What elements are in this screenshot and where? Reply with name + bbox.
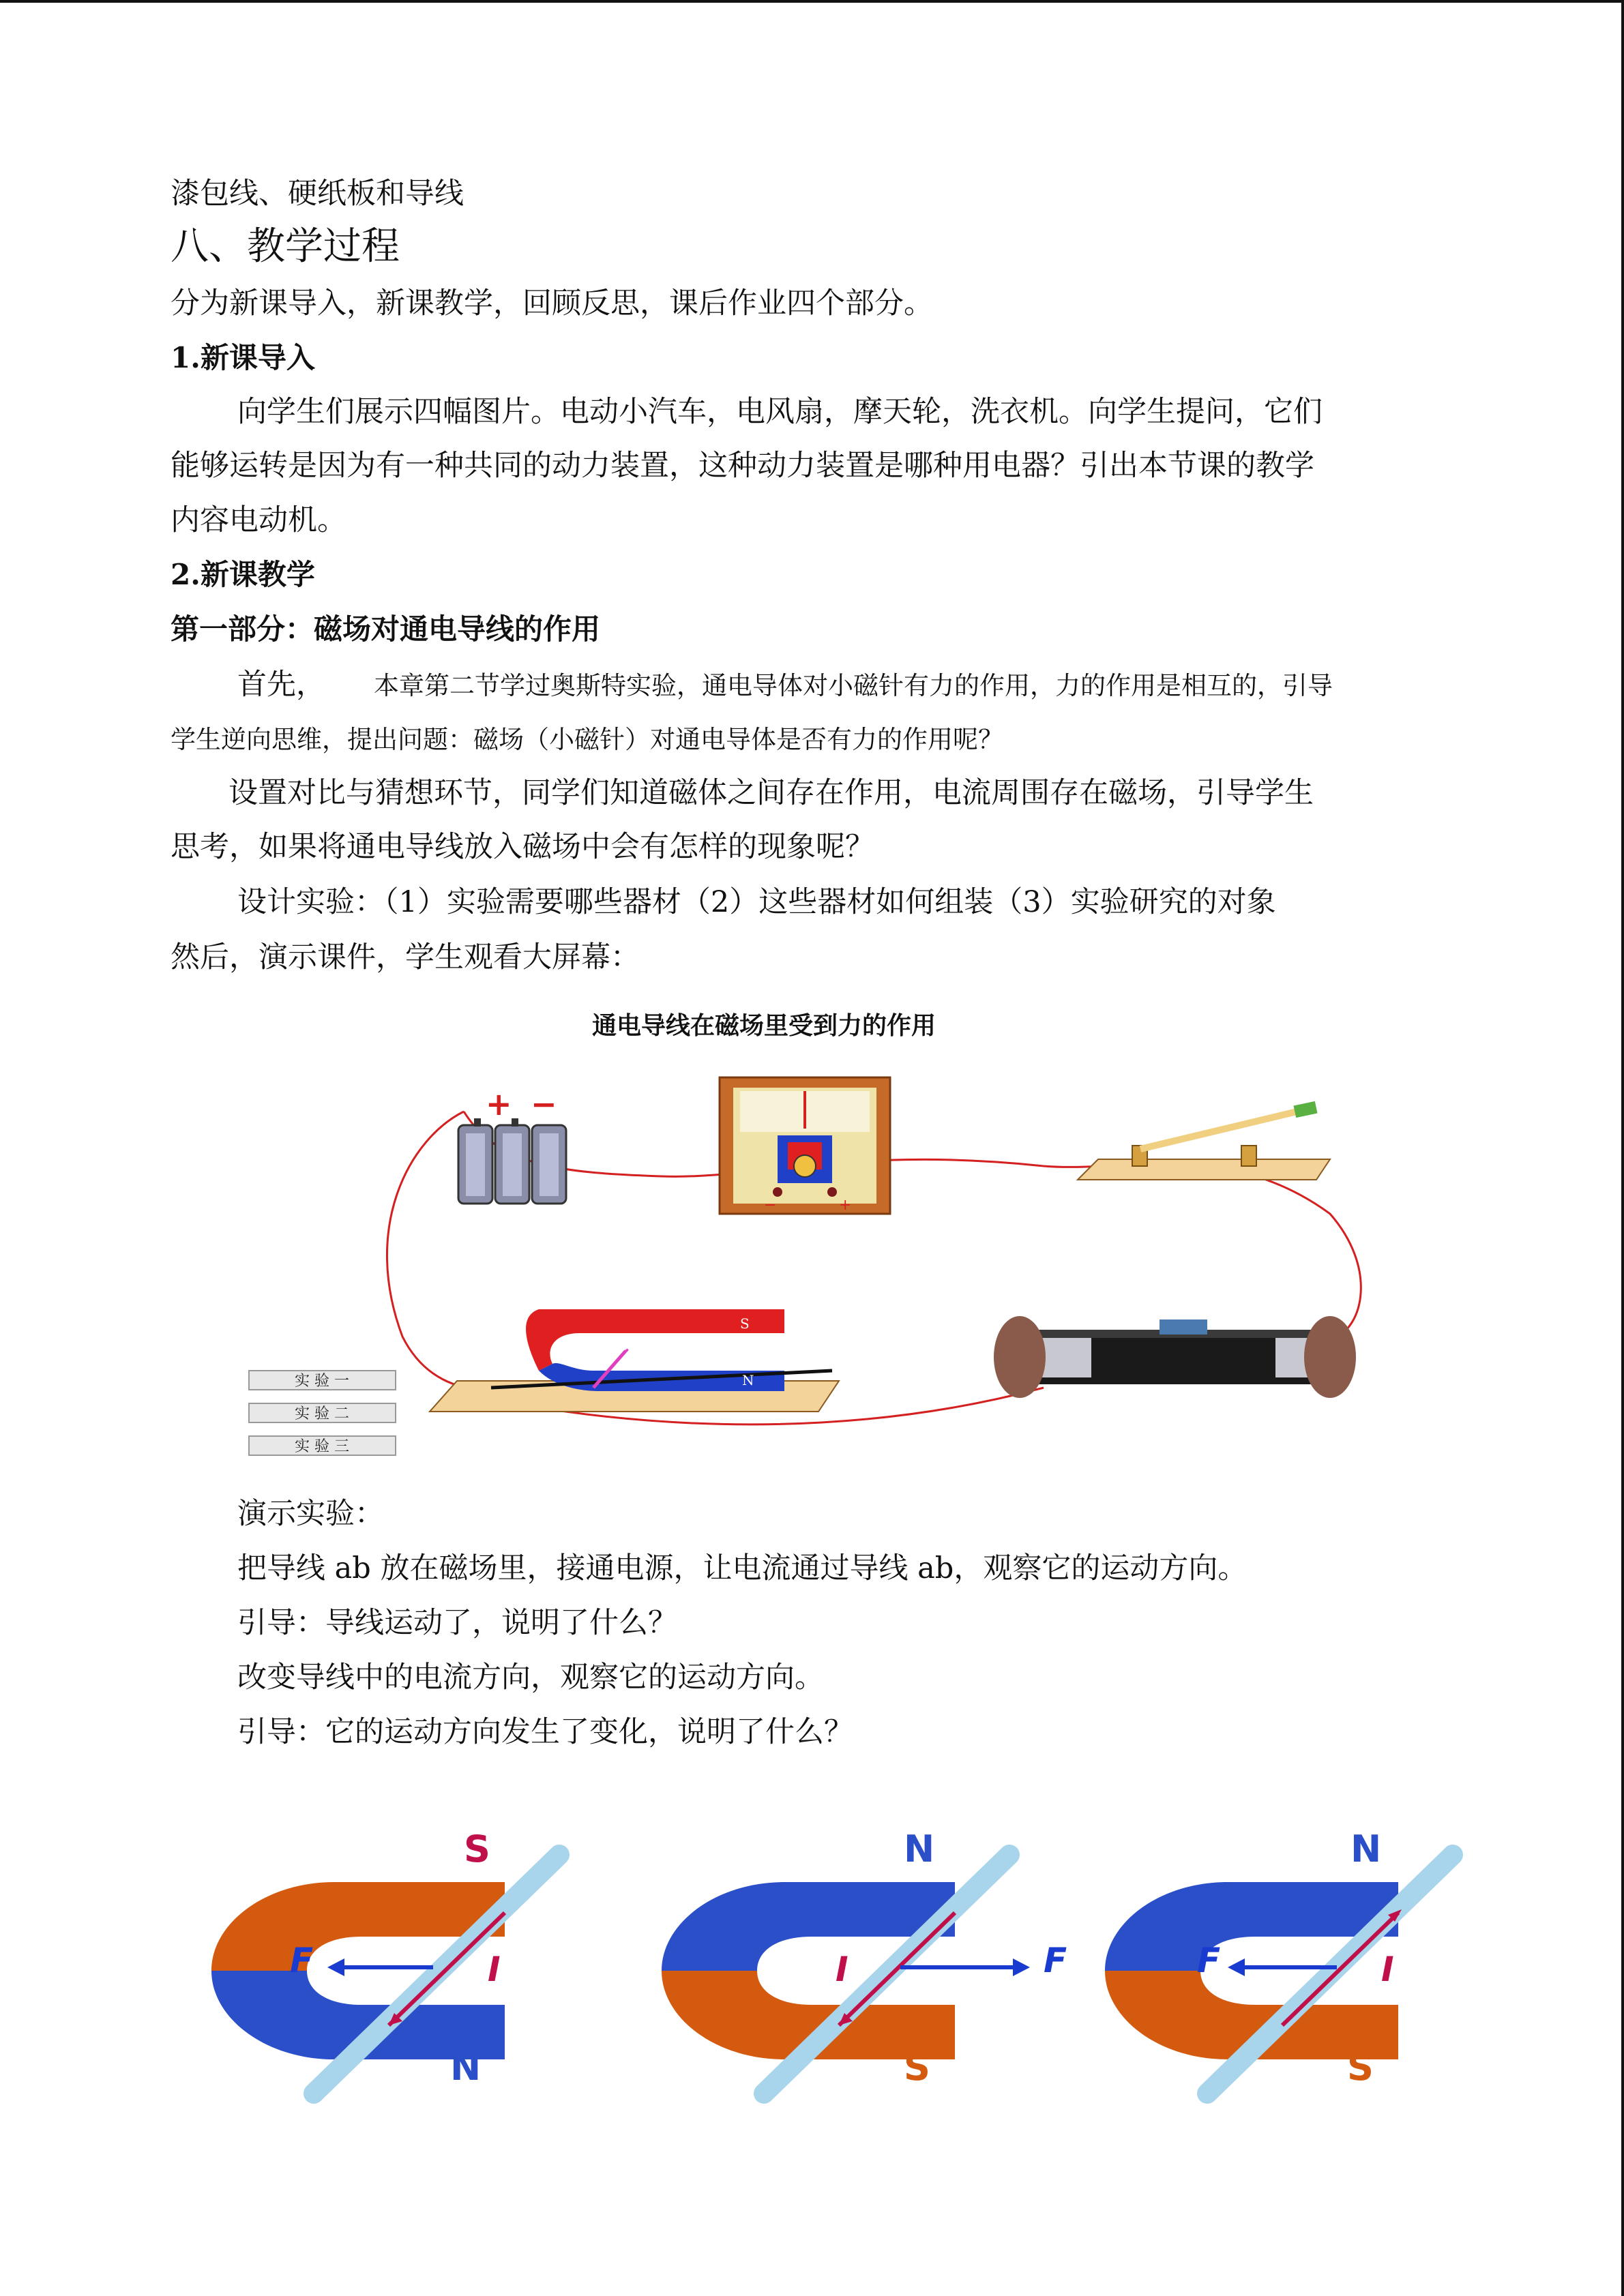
pole-label-top: N: [1350, 1828, 1382, 1870]
magnet-panel-2: [662, 1828, 1067, 2093]
text-line: 把导线 ab 放在磁场里，接通电源，让电流通过导线 ab，观察它的运动方向。: [237, 1551, 1247, 1585]
battery: [458, 1118, 566, 1204]
magnet-panel-3: [1105, 1828, 1453, 2093]
pole-label-top: N: [904, 1828, 935, 1870]
force-label: F: [1044, 1941, 1067, 1980]
battery-minus-label: −: [531, 1086, 557, 1122]
pole-label-bottom: N: [450, 2046, 482, 2089]
svg-text:实 验 二: 实 验 二: [295, 1405, 349, 1422]
text-line: 设置对比与猜想环节，同学们知道磁体之间存在作用，电流周围存在磁场，引导学生: [228, 776, 1314, 810]
magnet-panel-1: [211, 1828, 559, 2093]
text-line: 演示实验：: [237, 1497, 384, 1531]
pole-label-bottom: S: [1347, 2046, 1374, 2089]
pole-label-top: S: [464, 1828, 490, 1870]
current-label: I: [1381, 1950, 1394, 1989]
knife-switch: [1078, 1101, 1330, 1180]
text-line: 思考，如果将通电导线放入磁场中会有怎样的现象呢？: [171, 830, 874, 864]
text-line: 改变导线中的电流方向，观察它的运动方向。: [237, 1660, 824, 1695]
text-line: 引导：它的运动方向发生了变化，说明了什么？: [237, 1715, 853, 1749]
ammeter: [720, 1077, 890, 1214]
text-line: 内容电动机。: [171, 503, 346, 537]
experiment-3-button[interactable]: [249, 1436, 396, 1455]
subsection-heading: 2.新课教学: [171, 558, 315, 591]
text-line: 分为新课导入，新课教学，回顾反思，课后作业四个部分。: [171, 286, 933, 320]
magnet-apparatus: [430, 1309, 839, 1412]
svg-text:实 验 一: 实 验 一: [295, 1373, 349, 1390]
rheostat: [994, 1316, 1356, 1398]
text-line: 能够运转是因为有一种共同的动力装置，这种动力装置是哪种用电器？引出本节课的教学: [171, 449, 1314, 483]
current-label: I: [836, 1950, 848, 1989]
magnet-s-label: S: [740, 1315, 750, 1332]
top-border: [0, 0, 1624, 3]
text-line: 设计实验：（1）实验需要哪些器材（2）这些器材如何组装（3）实验研究的对象: [237, 885, 1276, 919]
meter-plus-label: +: [839, 1197, 852, 1214]
battery-plus-label: +: [486, 1086, 512, 1122]
force-label: F: [290, 1941, 314, 1980]
subsection-heading: 1.新课导入: [171, 341, 315, 374]
svg-text:实 验 三: 实 验 三: [295, 1438, 349, 1455]
right-border: [1621, 0, 1624, 2296]
text-line: 引导：导线运动了，说明了什么？: [237, 1606, 677, 1640]
wire-b-label: B: [619, 1339, 629, 1354]
section-heading: 八、教学过程: [171, 224, 400, 269]
force-direction-figure: [205, 1814, 1501, 2128]
figure-title: 通电导线在磁场里受到力的作用: [591, 1012, 936, 1040]
current-label: I: [488, 1950, 501, 1989]
pole-label-bottom: S: [904, 2046, 930, 2089]
text-line: 学生逆向思维，提出问题：磁场（小磁针）对通电导体是否有力的作用呢？: [171, 725, 1003, 754]
text-line: 首先，: [237, 668, 325, 702]
experiment-1-button[interactable]: [249, 1371, 396, 1390]
meter-minus-label: −: [764, 1197, 777, 1214]
apparatus-figure: [239, 1009, 1398, 1473]
magnet-n-label: N: [742, 1372, 754, 1388]
text-line: 漆包线、硬纸板和导线: [171, 177, 464, 211]
text-line: 向学生们展示四幅图片。电动小汽车，电风扇，摩天轮，洗衣机。向学生提问，它们: [237, 395, 1323, 429]
experiment-2-button[interactable]: [249, 1403, 396, 1422]
text-line: 然后，演示课件，学生观看大屏幕：: [171, 940, 640, 974]
text-line: 本章第二节学过奥斯特实验，通电导体对小磁针有力的作用，力的作用是相互的，引导: [374, 671, 1333, 700]
part-heading: 第一部分：磁场对通电导线的作用: [171, 612, 601, 646]
force-label: F: [1197, 1941, 1221, 1980]
circuit-wire: [464, 1112, 1361, 1340]
